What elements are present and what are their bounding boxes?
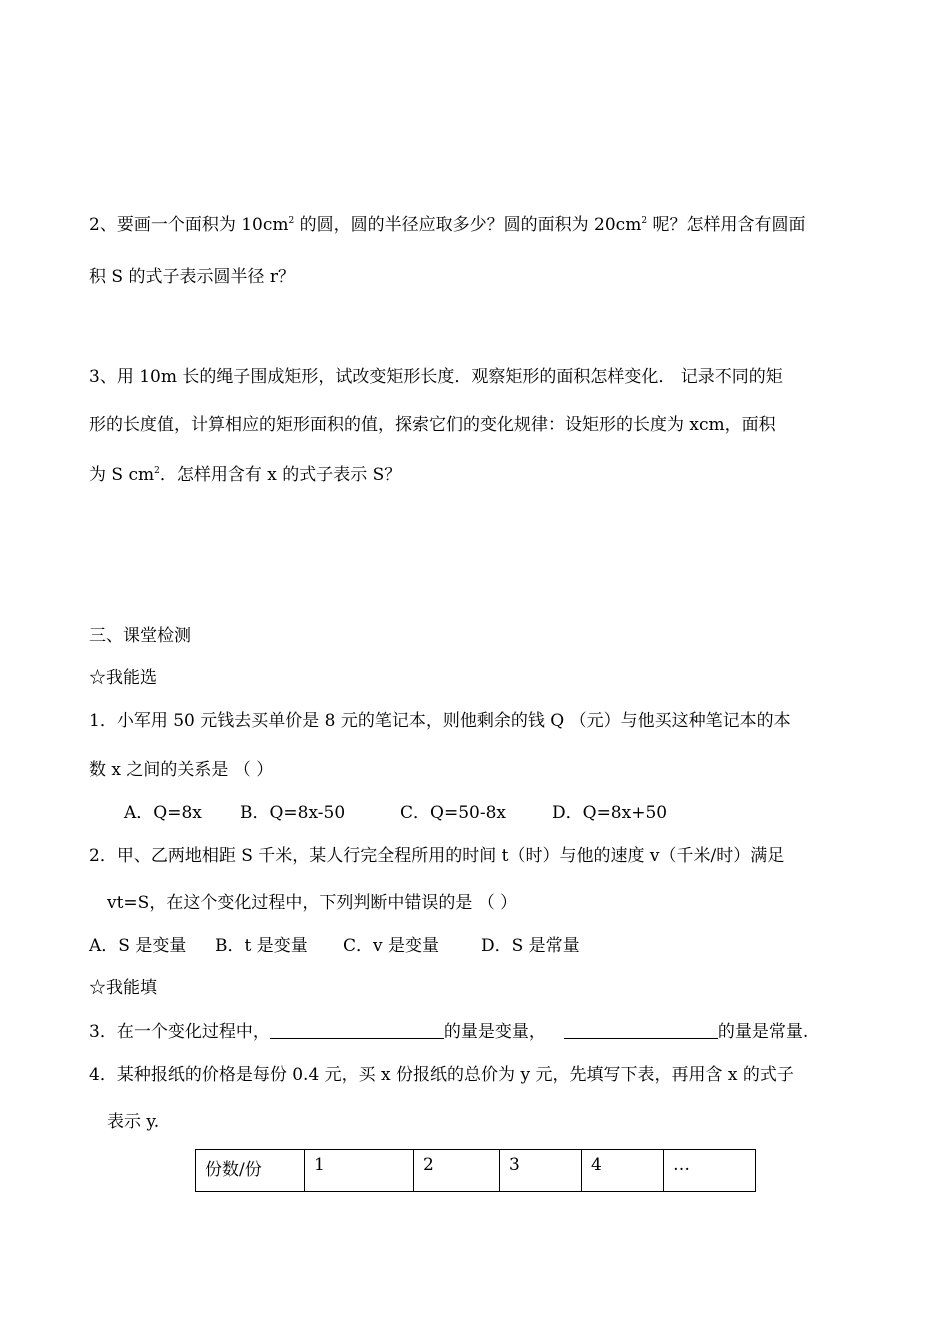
q2-line-1: 2、要画一个面积为 $10cm^2$ 的圆，圆的半径应取多少？圆的面积为 $20cm^2$ 呢？怎样用含有圆面: [89, 215, 806, 235]
option-d: D．S 是常量: [481, 936, 580, 956]
table-cell: 2: [414, 1150, 500, 1192]
fill-heading: ☆我能填: [89, 978, 157, 998]
table-cell: …: [664, 1150, 756, 1192]
problem-4-line-2: 表示 y.: [107, 1112, 160, 1132]
option-b: B．t 是变量: [215, 936, 308, 956]
price-table: [195, 1149, 756, 1192]
q3-line-2: 形的长度值，计算相应的矩形面积的值，探索它们的变化规律：设矩形的长度为 xcm，面积: [89, 415, 776, 435]
option-d: D．Q=8x+50: [552, 803, 668, 823]
option-b: B．Q=8x-50: [240, 803, 346, 823]
answer-blank-1[interactable]: [270, 1020, 444, 1039]
choose-heading: ☆我能选: [89, 668, 157, 688]
problem-4-line-1: 4．某种报纸的价格是每份 0.4 元，买 x 份报纸的总价为 y 元，先填写下表，再用含 x 的式子: [89, 1065, 794, 1085]
problem-2-line-1: 2．甲、乙两地相距 S 千米，某人行完全程所用的时间 t（时）与他的速度 v（千米/时）满足: [89, 846, 785, 866]
q3-line-1: 3、用 10m 长的绳子围成矩形，试改变矩形长度．观察矩形的面积怎样变化． 记录不同的矩: [89, 367, 783, 387]
problem-1-line-1: 1．小军用 50 元钱去买单价是 8 元的笔记本，则他剩余的钱 Q （元）与他买这种笔记本的本: [89, 711, 791, 731]
q3-line-3: 为 S $cm^2$．怎样用含有 x 的式子表示 S？: [89, 465, 402, 485]
option-a: A．S 是变量: [89, 936, 187, 956]
problem-3: 3．在一个变化过程中， 的量是变量， 的量是常量.: [89, 1022, 809, 1042]
problem-2-options: [89, 934, 580, 958]
section-heading: 三、课堂检测: [89, 626, 191, 646]
table-cell: 1: [305, 1150, 414, 1192]
table-cell: 份数/份: [196, 1150, 305, 1192]
q2-line-2: 积 S 的式子表示圆半径 r？: [89, 267, 295, 287]
answer-blank-2[interactable]: [564, 1020, 718, 1039]
table-cell: 4: [582, 1150, 664, 1192]
option-c: C．v 是变量: [343, 936, 440, 956]
table-row: [196, 1150, 756, 1192]
table-cell: 3: [500, 1150, 582, 1192]
option-c: C．Q=50-8x: [400, 803, 506, 823]
problem-1-line-2: 数 x 之间的关系是 （ ）: [89, 760, 274, 780]
problem-2-line-2: vt=S，在这个变化过程中，下列判断中错误的是 （ ）: [107, 893, 518, 913]
option-a: A．Q=8x: [124, 803, 202, 823]
problem-1-options: [124, 801, 667, 825]
